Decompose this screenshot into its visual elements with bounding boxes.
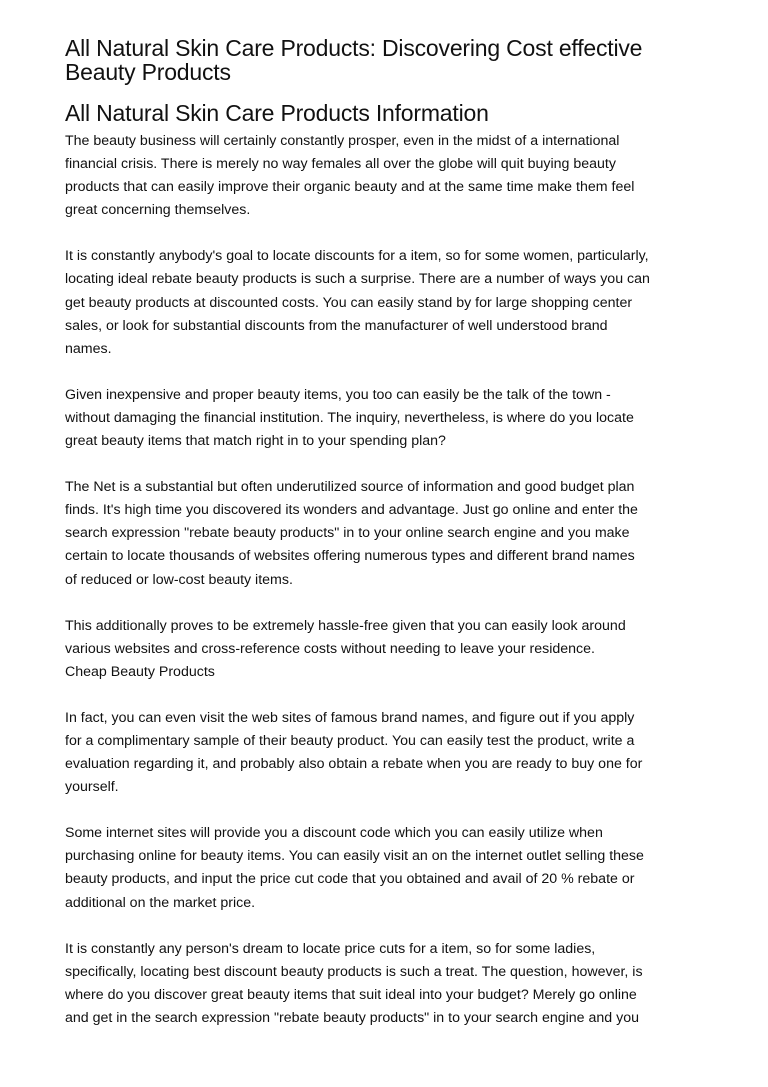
paragraph-brand-sites: In fact, you can even visit the web sites of famous brand names, and figure out if you apply for a complimentary sample of their beauty product. You can easily test the product, write a evaluation regarding it, and probably also obtain a rebate when you are ready to buy one for yourself. <box>65 709 643 796</box>
paragraph-inexpensive: Given inexpensive and proper beauty items, you too can easily be the talk of the town - without damaging the financial institution. The inquiry, nevertheless, is where do you locate great beauty items that match right in to your spending plan? <box>65 386 634 450</box>
subheading-cheap-beauty-products: Cheap Beauty Products <box>65 663 215 680</box>
paragraph-intro: The beauty business will certainly constantly prosper, even in the midst of a international financial crisis. There is merely no way females all over the globe will quit buying beauty products that can easily improve their organic beauty and at the same time make them feel great concerning themselves. <box>65 133 635 219</box>
paragraph-internet: The Net is a substantial but often underutilized source of information and good budget plan finds. It's high time you discovered its wonders and advantage. Just go online and enter the search expression "rebate beauty products" in to your online search engine and you make certain to locate thousands of websites offering numerous types and different brand names of reduced or low-cost beauty items. <box>65 479 638 588</box>
document-title: All Natural Skin Care Products: Discovering Cost effective Beauty Products <box>65 35 643 85</box>
section-heading: All Natural Skin Care Products Information <box>65 100 489 126</box>
paragraph-discount-code: Some internet sites will provide you a discount code which you can easily utilize when purchasing online for beauty items. You can easily visit an on the internet outlet selling these beauty products, and input the price cut code that you obtained and avail of 20 % rebate or additional on the market price. <box>65 825 644 911</box>
paragraph-discounts: It is constantly anybody's goal to locate discounts for a item, so for some women, particularly, locating ideal rebate beauty products is such a surprise. There are a number of ways you can get beauty products at discounted costs. You can easily stand by for large shopping center sales, or look for substantial discounts from the manufacturer of well understood brand names. <box>65 248 650 357</box>
paragraph-convenience: This additionally proves to be extremely hassle-free given that you can easily look around various websites and cross-reference costs without needing to leave your residence. <box>65 617 626 657</box>
document-page <box>65 36 705 1053</box>
paragraph-price-cuts: It is constantly any person's dream to locate price cuts for a item, so for some ladies, specifically, locating best discount beauty products is such a treat. The question, however, is where do you discover great beauty items that suit ideal into your budget? Merely go online and get in the search expression "rebate beauty products" in to your search engine and you <box>65 940 643 1026</box>
